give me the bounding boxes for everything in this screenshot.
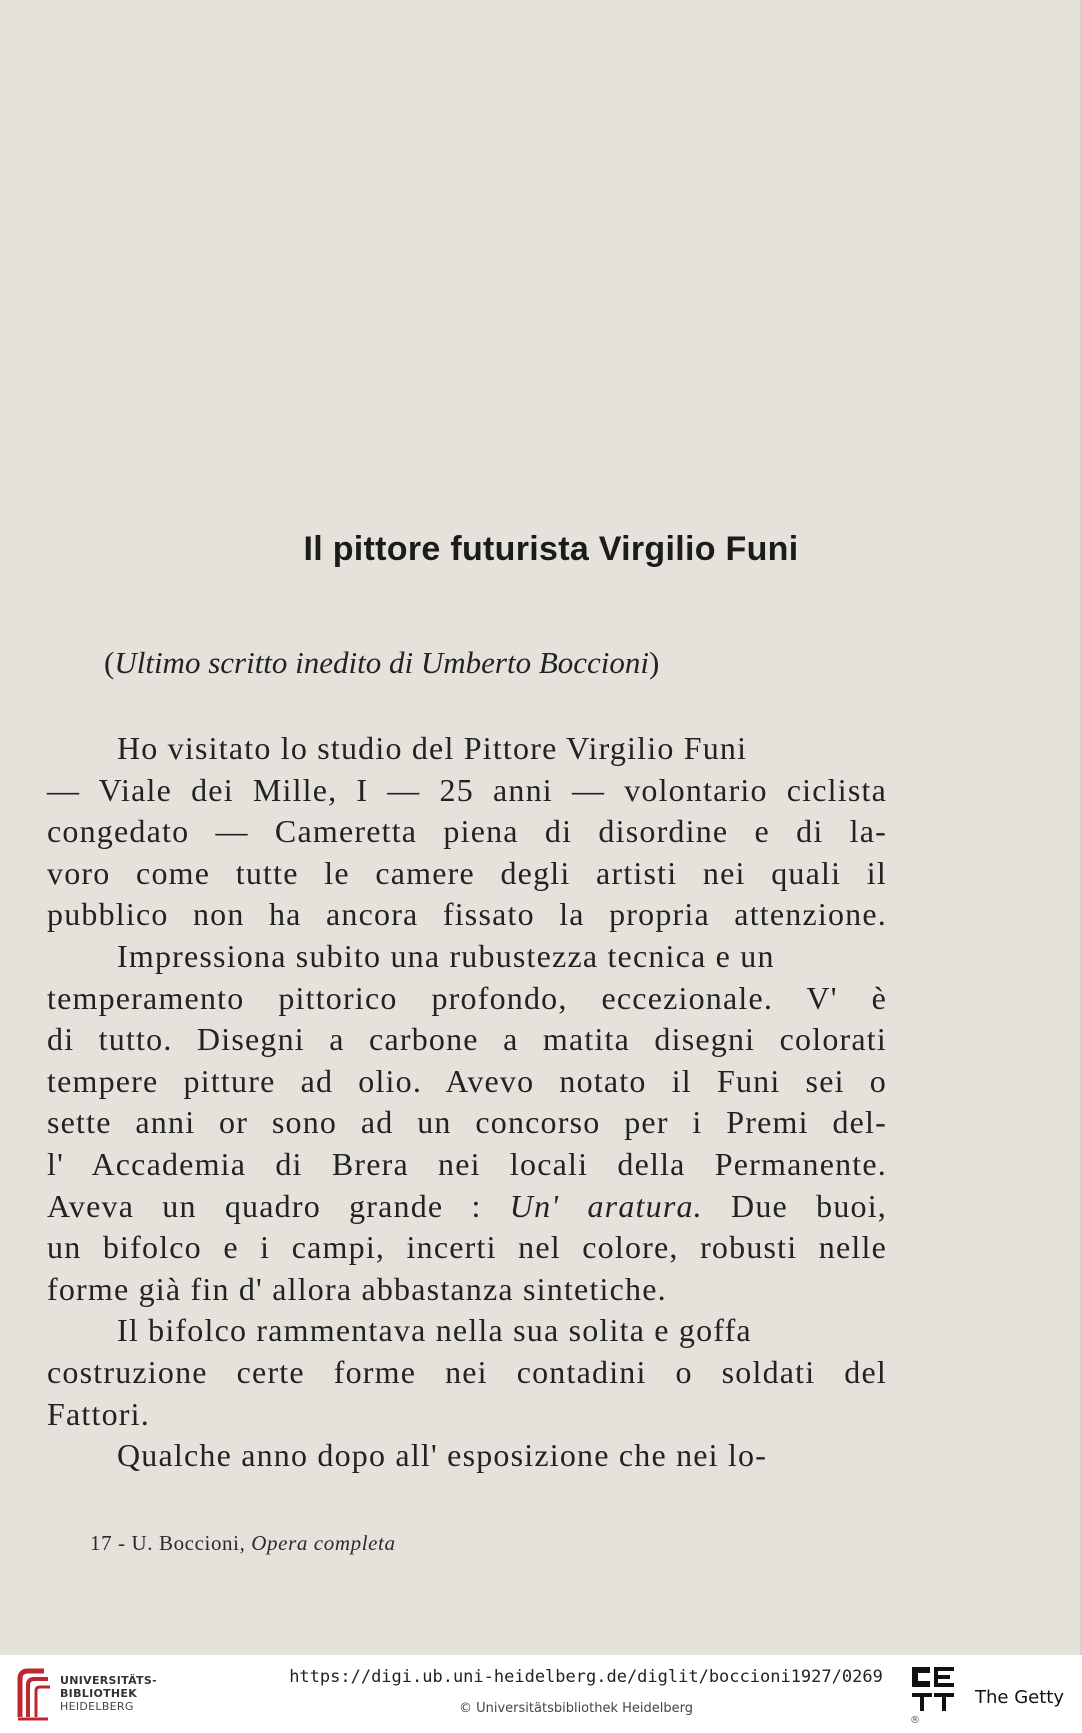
text-line: Il bifolco rammentava nella sua solita e goffa <box>117 1312 752 1349</box>
text-line: forme già fin d' allora abbastanza sintetiche. <box>47 1270 667 1307</box>
page-subtitle <box>104 645 659 681</box>
text-line: costruzione certe forme nei contadini o soldati del <box>47 1353 887 1390</box>
text-line: un bifolco e i campi, incerti nel colore, robusti nelle <box>47 1229 887 1266</box>
text-line: Ho visitato lo studio del Pittore Virgilio Funi <box>117 730 748 766</box>
text-line: Impressiona subito una rubustezza tecnica e un <box>117 937 775 974</box>
subtitle-open-paren: ( <box>104 645 115 680</box>
page-title: Il pittore futurista Virgilio Funi <box>303 530 799 568</box>
text-line: tempere pitture ad olio. Avevo notato il Funi sei o <box>47 1062 887 1099</box>
getty-logo-icon[interactable] <box>910 1665 958 1721</box>
registered-mark: ® <box>910 1715 920 1726</box>
ub-name-line-2: BIBLIOTHEK <box>60 1687 138 1700</box>
artwork-title: Un' aratura. <box>509 1187 703 1224</box>
copyright-notice: © Universitätsbibliothek Heidelberg <box>458 1701 693 1716</box>
text-line: di tutto. Disegni a carbone a matita disegni colorati <box>47 1021 887 1058</box>
text-line: sette anni or sono ad un concorso per i Premi del- <box>47 1104 887 1141</box>
text-line: — Viale dei Mille, I — 25 anni — volontario ciclista <box>47 771 887 808</box>
text-line: Qualche anno dopo all' esposizione che nei lo- <box>117 1437 768 1474</box>
text-line: pubblico non ha ancora fissato la propria attenzione. <box>47 896 887 933</box>
ub-name-line-1: UNIVERSITÄTS- <box>60 1674 157 1687</box>
text-line-end: Due buoi, <box>731 1187 888 1224</box>
text-line: l' Accademia di Brera nei locali della Permanente. <box>47 1145 887 1182</box>
page-footer-signature <box>90 1531 396 1556</box>
text-line-start: Aveva un quadro grande : <box>47 1187 482 1224</box>
subtitle-text: Ultimo scritto inedito di Umberto Boccioni <box>114 645 650 680</box>
text-line: voro come tutte le camere degli artisti nei quali il <box>47 854 887 891</box>
text-line-with-italic <box>47 1186 887 1228</box>
text-line: congedato — Cameretta piena di disordine e di la- <box>47 813 887 850</box>
permalink-url[interactable]: https://digi.ub.uni-heidelberg.de/diglit/boccioni1927/0269 <box>289 1667 883 1687</box>
subtitle-close-paren: ) <box>649 645 660 680</box>
viewer-footer-bar <box>0 1655 1082 1733</box>
body-text <box>47 728 887 1477</box>
ub-name-line-3: HEIDELBERG <box>60 1700 134 1713</box>
text-line: temperamento pittorico profondo, eccezionale. V' è <box>47 979 887 1016</box>
getty-partner-name[interactable]: The Getty <box>975 1687 1064 1708</box>
footer-prefix: 17 - U. Boccioni, <box>90 1531 246 1555</box>
text-line: Fattori. <box>47 1395 150 1432</box>
footer-italic: Opera completa <box>251 1531 396 1555</box>
